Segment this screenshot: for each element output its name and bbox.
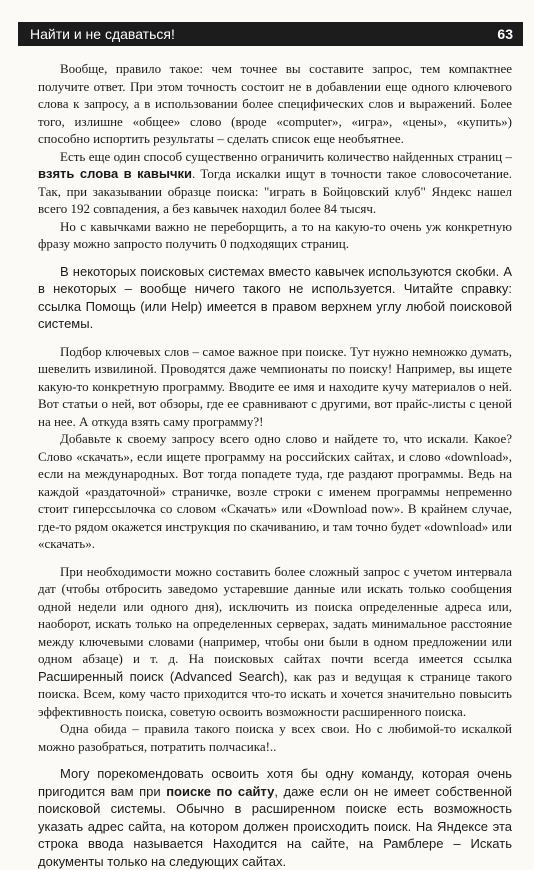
paragraph-text: Но с кавычками важно не переборщить, а то на какую-то очень уж конкретную фразу можно запросто получить 0 подходящих страниц. [38,218,512,251]
emphasis-site-search: поиске по сайту [166,783,275,799]
advanced-search-term: Расширенный поиск (Advanced Search) [38,668,285,684]
chapter-title: Найти и не сдаваться! [30,26,175,42]
paragraph [38,430,512,553]
note-paragraph [38,263,512,333]
paragraph-text: . Тогда искалки ищут в точности такое словосочетание. Так, при заказывании образце поиска: "играть в Бойцовский клуб" Яндекс нашел всего 192 совпадения, а без кавычек находил более 84 тысяч. [38,166,512,216]
page-number: 63 [497,26,513,42]
note-paragraph [38,765,512,870]
paragraph [38,60,512,148]
paragraph-text: , на Рамблере – [345,836,471,851]
paragraph [38,720,512,755]
yandex-field-name: Находится на сайте [212,836,346,851]
paragraph-text: Есть еще один способ существенно ограничить количество найденных страниц – [60,148,512,164]
page-body [38,60,512,870]
paragraph-text: В некоторых поисковых системах вместо кавычек используются скобки. А в некоторых – вообще ничего такого не используется. Читайте справку: ссылка Помощь (или Help) имеется в правом верхнем углу любой поисковой системы. [38,263,512,331]
paragraph [38,343,512,431]
paragraph-text: , даже если он не имеет собственной поисковой системы. Обычно в расширенном поиске есть возможность указать адрес сайта, на котором должен происходить поиск. На Яндексе эта строка ввода называется [38,783,512,851]
paragraph-text: Вообще, правило такое: чем точнее вы составите запрос, тем компактнее получите ответ. При этом точность состоит не в добавлении еще одного ключевого слова к запросу, а в использовании более специфических слов и выражений. Более того, излишне «общее» слово (вроде «computer», «игра», «цены», «купить») способно испортить результаты – сделать список еще необъятнее. [38,61,512,146]
paragraph-text: При необходимости можно составить более сложный запрос с учетом интервала дат (чтобы отбросить заведомо устаревшие данные или искать только сообщения одной недели или одного дня), исключить из поиска определенные адреса или, наоборот, искать только на определенных серверах, задать минимальное расстояние между ключевыми словами (например, чтобы они были в одном предложении или одном абзаце) и т. д. На поисковых сайтах почти всегда имеется ссылка [38,563,512,666]
paragraph [38,218,512,253]
paragraph [38,148,512,218]
rambler-field-name: Искать документы только на следующих сайтах [38,836,512,869]
paragraph-text: . [282,853,287,869]
paragraph-text: Добавьте к своему запросу всего одно слово и найдете то, что искали. Какое? Слово «скачать», если ищете программу на российских сайтах, и слово «download», если на международных. Вот тогда попадете туда, где раздают программы. Ведь на каждой «раздаточной» страничке, возле строки с именем программы непременно стоит гиперссылочка со словом «Скачать» или «Download now». В крайнем случае, где-то рядом окажется инструкция по скачиванию, и там точно будет «download» или «скачать». [38,431,512,551]
paragraph-text: Подбор ключевых слов – самое важное при поиске. Тут нужно немножко думать, шевелить извилиной. Проводятся даже чемпионаты по поиску! Например, вы ищете какую-то конкретную программу. Вводите ее имя и находите кучу материалов о ней. Вот статьи о ней, вот обзоры, где ее сравнивают с другими, вот прайс-листы с ценой на нее. А откуда взять саму программу?! [38,343,512,429]
emphasis-quotes: взять слова в кавычки [38,166,193,181]
paragraph-text: , как раз и ведущая к странице такого поиска. Всем, кому часто приходится что-то искать и хочется значительно повысить эффективность поиска, советую освоить возможности расширенного поиска. [38,668,512,719]
paragraph-text: Могу порекомендовать освоить хотя бы одну команду, которая очень пригодится вам при [38,766,512,799]
paragraph [38,563,512,721]
paragraph-text: Одна обида – правила такого поиска у всех свои. Но с любимой-то искалкой можно разобраться, потратить полчасика!.. [38,721,512,754]
page-header [18,22,523,46]
